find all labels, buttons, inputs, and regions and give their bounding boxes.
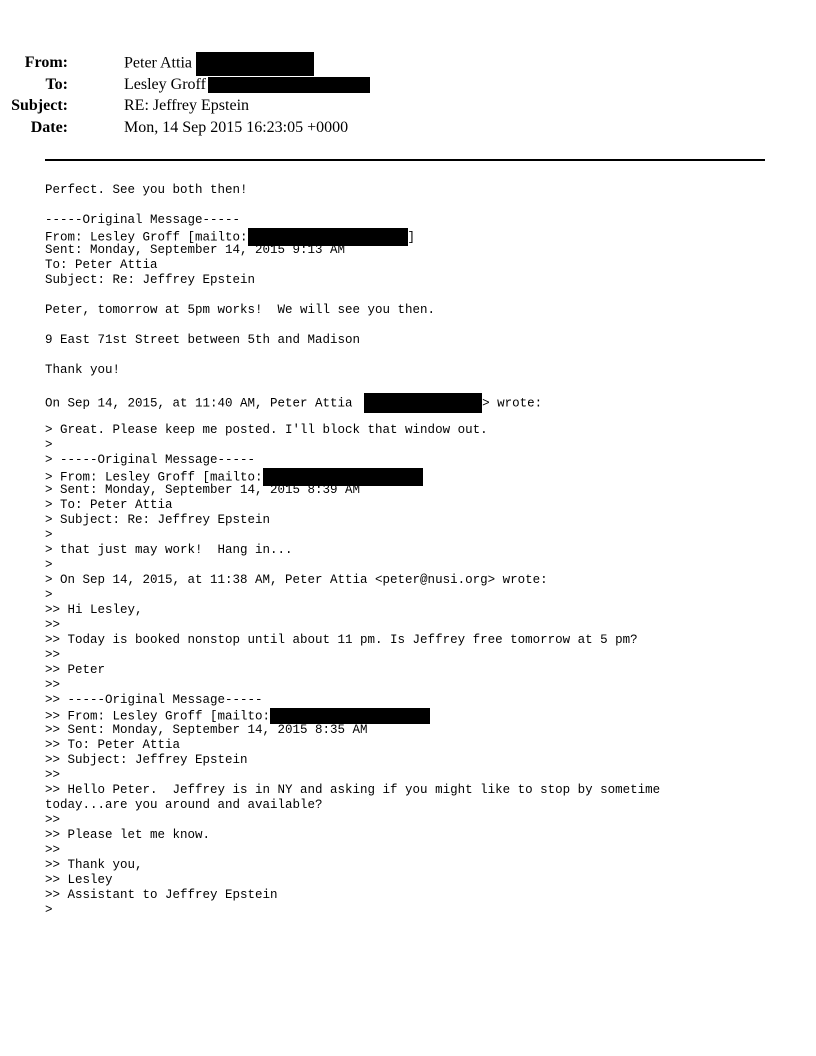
date-label: Date: — [30, 118, 68, 136]
body-line: >> — [45, 813, 61, 827]
body-line: > — [45, 528, 53, 542]
body-line: >> Assistant to Jeffrey Epstein — [45, 888, 278, 902]
body-line: today...are you around and available? — [45, 798, 323, 812]
redaction-bar — [270, 708, 430, 724]
body-line — [45, 198, 795, 213]
from-row — [0, 52, 760, 74]
body-line: > — [45, 903, 53, 917]
to-value: Lesley Groff — [124, 75, 206, 93]
header-divider — [45, 159, 765, 161]
body-line: >> — [45, 678, 61, 692]
body-line: > Great. Please keep me posted. I'll block that window out. — [45, 423, 488, 437]
body-line: To: Peter Attia — [45, 258, 158, 272]
body-line — [45, 288, 795, 303]
body-line — [45, 318, 795, 333]
body-line: >> Hi Lesley, — [45, 603, 143, 617]
body-line — [45, 348, 795, 363]
to-row — [0, 74, 760, 96]
redaction-bar — [364, 393, 482, 413]
body-text: >> From: Lesley Groff [mailto: — [45, 709, 271, 724]
redaction-bar — [196, 52, 314, 76]
date-row — [0, 117, 760, 139]
to-label: To: — [45, 75, 68, 93]
body-line: >> To: Peter Attia — [45, 738, 181, 752]
email-body — [45, 183, 795, 918]
body-line: >> Subject: Jeffrey Epstein — [45, 753, 248, 767]
email-header — [0, 52, 760, 138]
date-value: Mon, 14 Sep 2015 16:23:05 +0000 — [124, 118, 349, 136]
body-line: > — [45, 558, 53, 572]
body-line: Perfect. See you both then! — [45, 183, 248, 197]
body-line: Sent: Monday, September 14, 2015 9:13 AM — [45, 243, 346, 257]
body-line: > -----Original Message----- — [45, 453, 256, 467]
body-line — [45, 228, 795, 243]
body-line: >> Peter — [45, 663, 106, 677]
from-value: Peter Attia — [124, 54, 192, 72]
body-text: > From: Lesley Groff [mailto: — [45, 470, 263, 485]
body-line: > that just may work! Hang in... — [45, 543, 293, 557]
redaction-bar — [208, 77, 370, 93]
body-line: >> — [45, 768, 61, 782]
body-line: > To: Peter Attia — [45, 498, 173, 512]
body-line — [45, 378, 795, 393]
body-line — [45, 468, 795, 483]
body-line: > — [45, 438, 53, 452]
body-line: -----Original Message----- — [45, 213, 241, 227]
body-line: >> — [45, 843, 61, 857]
subject-row — [0, 95, 760, 117]
body-text: From: Lesley Groff [mailto: — [45, 230, 248, 245]
body-line: > On Sep 14, 2015, at 11:38 AM, Peter Attia <peter@nusi.org> wrote: — [45, 573, 548, 587]
body-text: ] — [407, 230, 416, 245]
body-line: > Sent: Monday, September 14, 2015 8:39 AM — [45, 483, 361, 497]
body-line: >> -----Original Message----- — [45, 693, 263, 707]
from-label: From: — [24, 54, 68, 71]
body-line: >> Please let me know. — [45, 828, 211, 842]
body-line — [45, 708, 795, 723]
body-text: > wrote: — [482, 396, 543, 411]
body-line: >> — [45, 618, 61, 632]
subject-value: RE: Jeffrey Epstein — [124, 97, 250, 114]
body-line: Subject: Re: Jeffrey Epstein — [45, 273, 256, 287]
body-line — [45, 393, 795, 411]
body-line: Peter, tomorrow at 5pm works! We will see you then. — [45, 303, 436, 317]
body-line: > — [45, 588, 53, 602]
body-text: On Sep 14, 2015, at 11:40 AM, Peter Attia — [45, 396, 361, 411]
body-line: >> Today is booked nonstop until about 11 pm. Is Jeffrey free tomorrow at 5 pm? — [45, 633, 638, 647]
body-line: >> Thank you, — [45, 858, 143, 872]
body-line: >> Hello Peter. Jeffrey is in NY and asking if you might like to stop by sometime — [45, 783, 661, 797]
body-line: >> — [45, 648, 61, 662]
body-line: 9 East 71st Street between 5th and Madison — [45, 333, 361, 347]
body-line: >> Lesley — [45, 873, 113, 887]
body-line: Thank you! — [45, 363, 121, 377]
subject-label: Subject: — [11, 97, 68, 114]
body-line: >> Sent: Monday, September 14, 2015 8:35 AM — [45, 723, 368, 737]
body-line: > Subject: Re: Jeffrey Epstein — [45, 513, 271, 527]
